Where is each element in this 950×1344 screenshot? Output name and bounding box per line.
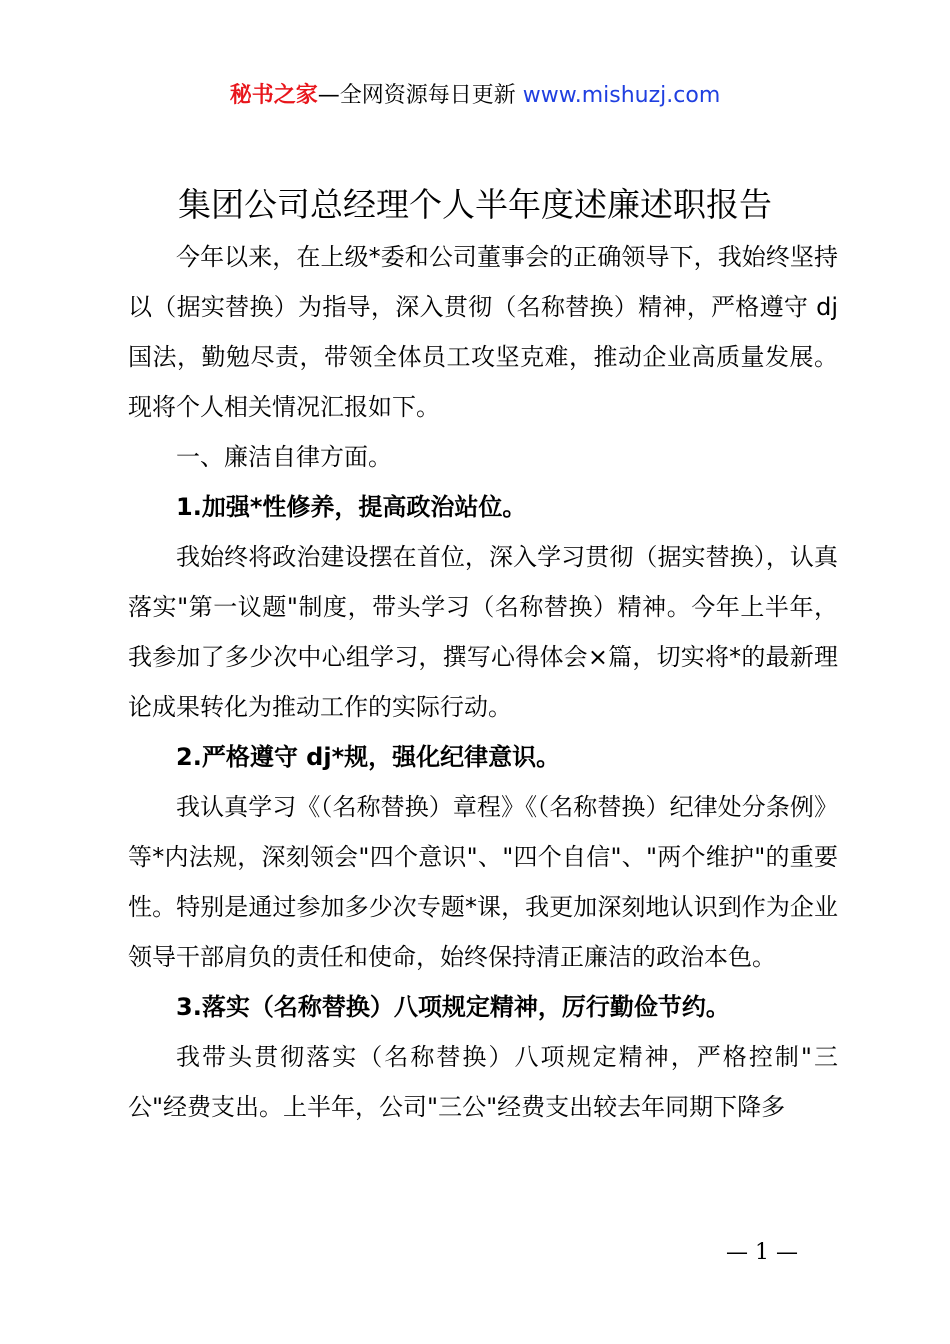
header-slogan: —全网资源每日更新: [317, 83, 523, 108]
subheading-2: 2.严格遵守 dj*规，强化纪律意识。: [176, 743, 561, 771]
page-number: — 1 —: [726, 1240, 798, 1265]
brand-name: 秘书之家: [229, 83, 318, 108]
document-title: 集团公司总经理个人半年度述廉述职报告: [178, 185, 772, 224]
subheading-3: 3.落实（名称替换）八项规定精神，厉行勤俭节约。: [176, 993, 730, 1021]
section-heading: 一、廉洁自律方面。: [176, 443, 392, 471]
paragraph-1: 我始终将政治建设摆在首位，深入学习贯彻（据实替换），认真落实"第一议题"制度，带头学习（名称替换）精神。今年上半年，我参加了多少次中心组学习，撰写心得体会×篇，切实将*的最新理论成果转化为推动工作的实际行动。: [128, 543, 838, 721]
paragraph-2: 我认真学习《（名称替换）章程》《（名称替换）纪律处分条例》等*内法规，深刻领会"四个意识"、"四个自信"、"两个维护"的重要性。特别是通过参加多少次专题*课，我更加深刻地认识到作为企业领导干部肩负的责任和使命，始终保持清正廉洁的政治本色。: [128, 793, 838, 971]
document-body: [128, 232, 838, 1132]
intro-paragraph: 今年以来，在上级*委和公司董事会的正确领导下，我始终坚持以（据实替换）为指导，深入贯彻（名称替换）精神，严格遵守 dj 国法，勤勉尽责，带领全体员工攻坚克难，推动企业高质量发展。现将个人相关情况汇报如下。: [128, 243, 838, 421]
paragraph-3: 我带头贯彻落实（名称替换）八项规定精神，严格控制"三公"经费支出。上半年，公司"三公"经费支出较去年同期下降多: [128, 1043, 838, 1121]
site-header: [0, 80, 950, 112]
subheading-1: 1.加强*性修养，提高政治站位。: [176, 493, 527, 521]
site-url[interactable]: www.mishuzj.com: [522, 83, 721, 108]
